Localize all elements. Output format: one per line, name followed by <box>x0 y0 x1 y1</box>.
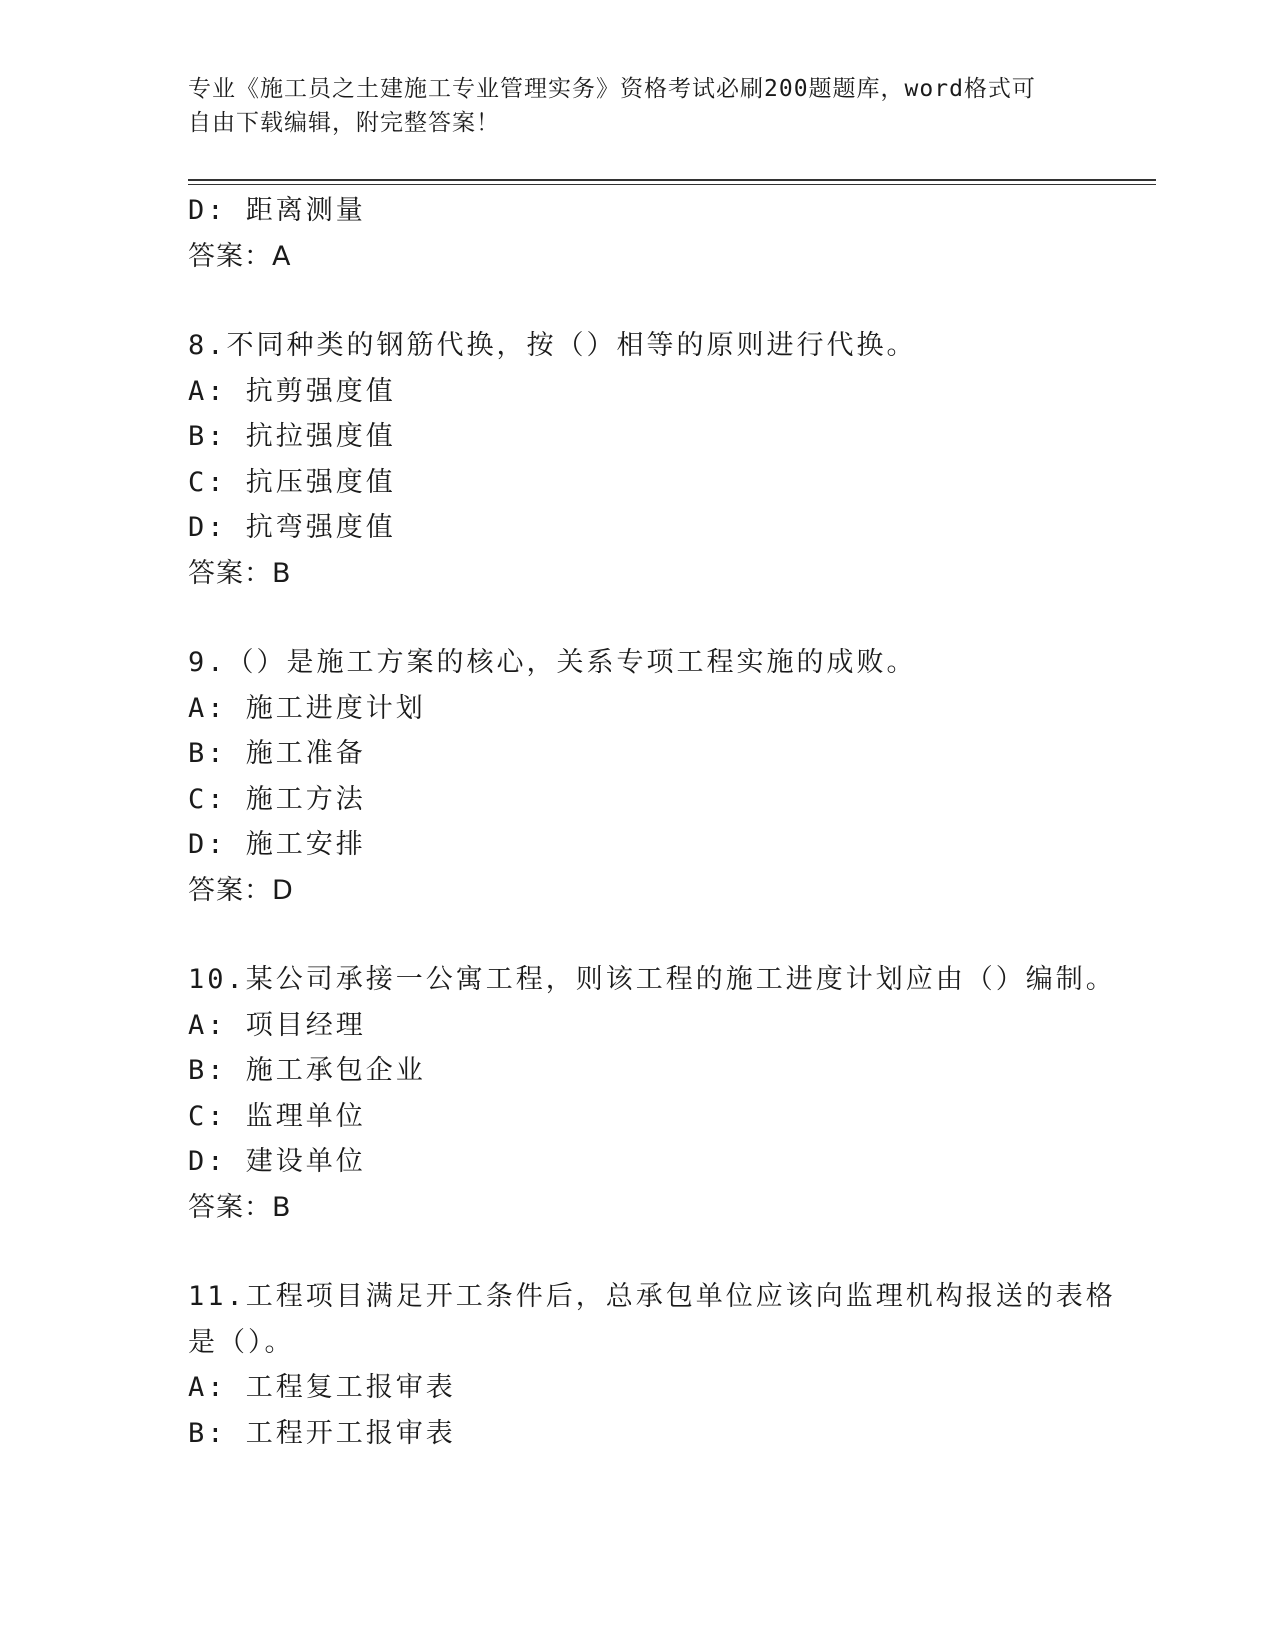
header-line-1: 专业《施工员之土建施工专业管理实务》资格考试必刷200题题库，word格式可 <box>188 76 1036 102</box>
option-b: B: 施工准备 <box>188 738 366 769</box>
option-c: C: 施工方法 <box>188 783 366 815</box>
document-header <box>188 72 1068 140</box>
question-text-line-2: 是（）。 <box>188 1326 295 1358</box>
option-b: B: 施工承包企业 <box>188 1055 426 1086</box>
answer: 答案：A <box>188 240 292 272</box>
header-line-2: 自由下载编辑，附完整答案！ <box>188 110 500 136</box>
option-a: A: 项目经理 <box>188 1009 366 1041</box>
option-a: A: 施工进度计划 <box>188 692 426 724</box>
option-a: A: 抗剪强度值 <box>188 375 396 407</box>
question-11 <box>188 1274 1116 1456</box>
answer: 答案：B <box>188 1191 292 1223</box>
question-8 <box>188 323 1088 596</box>
answer: 答案：D <box>188 874 294 906</box>
option-b: B: 抗拉强度值 <box>188 421 396 452</box>
option-c: C: 监理单位 <box>188 1100 366 1132</box>
option-d: D: 施工安排 <box>188 829 366 860</box>
option-d: D: 建设单位 <box>188 1146 366 1177</box>
question-text-line-1: 11.工程项目满足开工条件后，总承包单位应该向监理机构报送的表格 <box>188 1281 1116 1312</box>
answer: 答案：B <box>188 557 292 589</box>
option-d: D: 距离测量 <box>188 195 366 226</box>
option-d: D: 抗弯强度值 <box>188 512 396 543</box>
option-a: A: 工程复工报审表 <box>188 1372 456 1403</box>
option-c: C: 抗压强度值 <box>188 466 396 498</box>
question-10 <box>188 957 1116 1230</box>
option-b: B: 工程开工报审表 <box>188 1417 456 1449</box>
header-divider-thin <box>188 184 1156 185</box>
question-text: 9.（）是施工方案的核心，关系专项工程实施的成败。 <box>188 647 917 678</box>
question-text: 8.不同种类的钢筋代换，按（）相等的原则进行代换。 <box>188 330 917 361</box>
document-body <box>188 188 1116 1456</box>
question-9 <box>188 640 1088 913</box>
header-divider <box>188 179 1156 181</box>
question-text: 10.某公司承接一公寓工程，则该工程的施工进度计划应由（）编制。 <box>188 964 1116 995</box>
